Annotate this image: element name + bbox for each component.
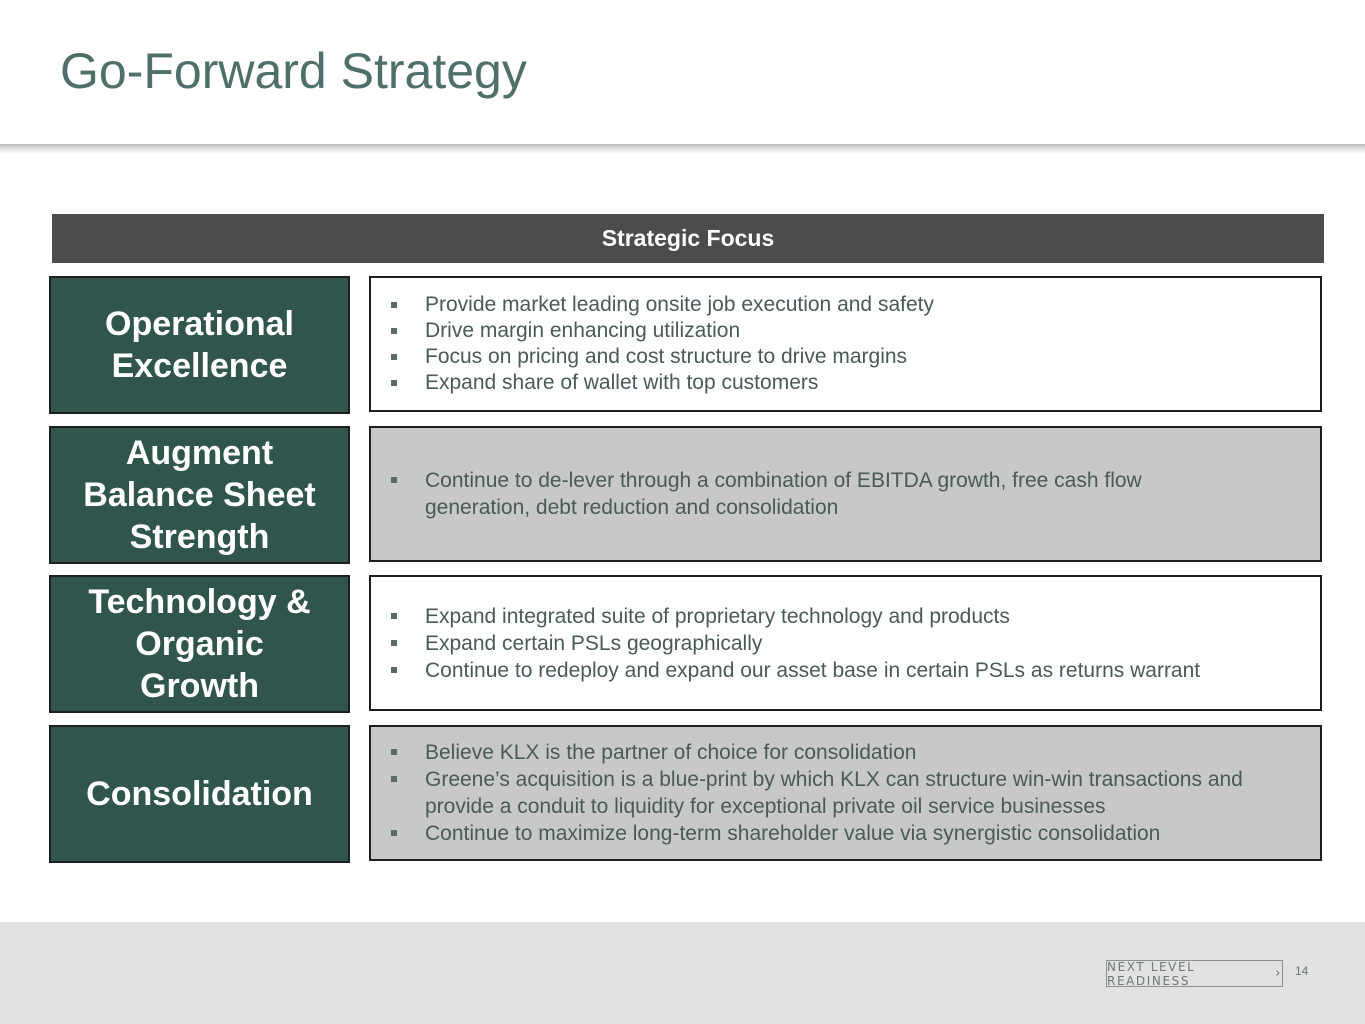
content-augment-balance-sheet [369, 426, 1322, 562]
bullet-text: Continue to de-lever through a combination of EBITDA growth, free cash flow generation, debt reduction and consolidation [425, 469, 1142, 519]
bullet-list [391, 739, 1281, 847]
label-line: Technology & [88, 583, 311, 621]
bullet-text: Continue to maximize long-term shareholder value via synergistic consolidation [425, 822, 1161, 845]
bullet-item [391, 657, 1320, 684]
strategic-focus-header: Strategic Focus [52, 214, 1324, 263]
bullet-text: Expand integrated suite of proprietary technology and products [425, 604, 1010, 628]
bullet-item [391, 739, 1281, 766]
label-line: Strength [129, 518, 270, 556]
bullet-square-icon [391, 613, 397, 619]
label-line: Operational [105, 305, 294, 343]
bullet-text: Continue to redeploy and expand our asset base in certain PSLs as returns warrant [425, 658, 1201, 682]
slide-header [0, 0, 1365, 146]
label-line: Excellence [111, 347, 288, 385]
label-augment-balance-sheet [49, 426, 350, 564]
label-technology-organic-growth [49, 575, 350, 713]
page-title: Go-Forward Strategy [60, 43, 527, 99]
bullet-text: Believe KLX is the partner of choice for consolidation [425, 741, 917, 764]
bullet-item [391, 318, 1320, 344]
bullet-text: Focus on pricing and cost structure to drive margins [425, 345, 908, 368]
label-line: Balance Sheet [83, 476, 316, 514]
bullet-text: Expand certain PSLs geographically [425, 631, 763, 655]
content-technology-organic-growth [369, 575, 1322, 711]
bullet-item [391, 370, 1320, 396]
bullet-square-icon [391, 830, 397, 836]
bullet-text: Greene’s acquisition is a blue-print by which KLX can structure win-win transactions and provide a conduit to liquidity for exceptional private oil service businesses [425, 768, 1243, 818]
bullet-square-icon [391, 477, 397, 483]
content-operational-excellence [369, 276, 1322, 412]
chevron-right-icon: › [1275, 966, 1282, 981]
bullet-list [391, 603, 1320, 684]
label-line: Organic [135, 625, 264, 663]
bullet-item [391, 766, 1281, 820]
bullet-list [391, 467, 1191, 521]
bullet-item [391, 603, 1320, 630]
bullet-item [391, 344, 1320, 370]
bullet-text: Drive margin enhancing utilization [425, 319, 741, 342]
bullet-square-icon [391, 749, 397, 755]
brand-tagline-text: NEXT LEVEL READINESS [1107, 959, 1196, 988]
label-line: Growth [140, 667, 259, 705]
bullet-square-icon [391, 302, 397, 308]
bullet-square-icon [391, 380, 397, 386]
bullet-text: Provide market leading onsite job execution and safety [425, 293, 934, 316]
page-number: 14 [1295, 964, 1309, 978]
label-consolidation [49, 725, 350, 863]
bullet-square-icon [391, 328, 397, 334]
bullet-item [391, 292, 1320, 318]
bullet-item [391, 630, 1320, 657]
label-line: Consolidation [86, 775, 313, 813]
bullet-square-icon [391, 776, 397, 782]
bullet-square-icon [391, 667, 397, 673]
bullet-text: Expand share of wallet with top customers [425, 371, 819, 394]
label-operational-excellence [49, 276, 350, 414]
bullet-square-icon [391, 354, 397, 360]
label-line: Augment [125, 434, 274, 472]
bullet-item [391, 820, 1281, 847]
brand-tagline [1106, 960, 1283, 987]
header-divider [0, 144, 1365, 154]
bullet-item [391, 467, 1191, 521]
content-consolidation [369, 725, 1322, 861]
bullet-square-icon [391, 640, 397, 646]
bullet-list [391, 292, 1320, 396]
